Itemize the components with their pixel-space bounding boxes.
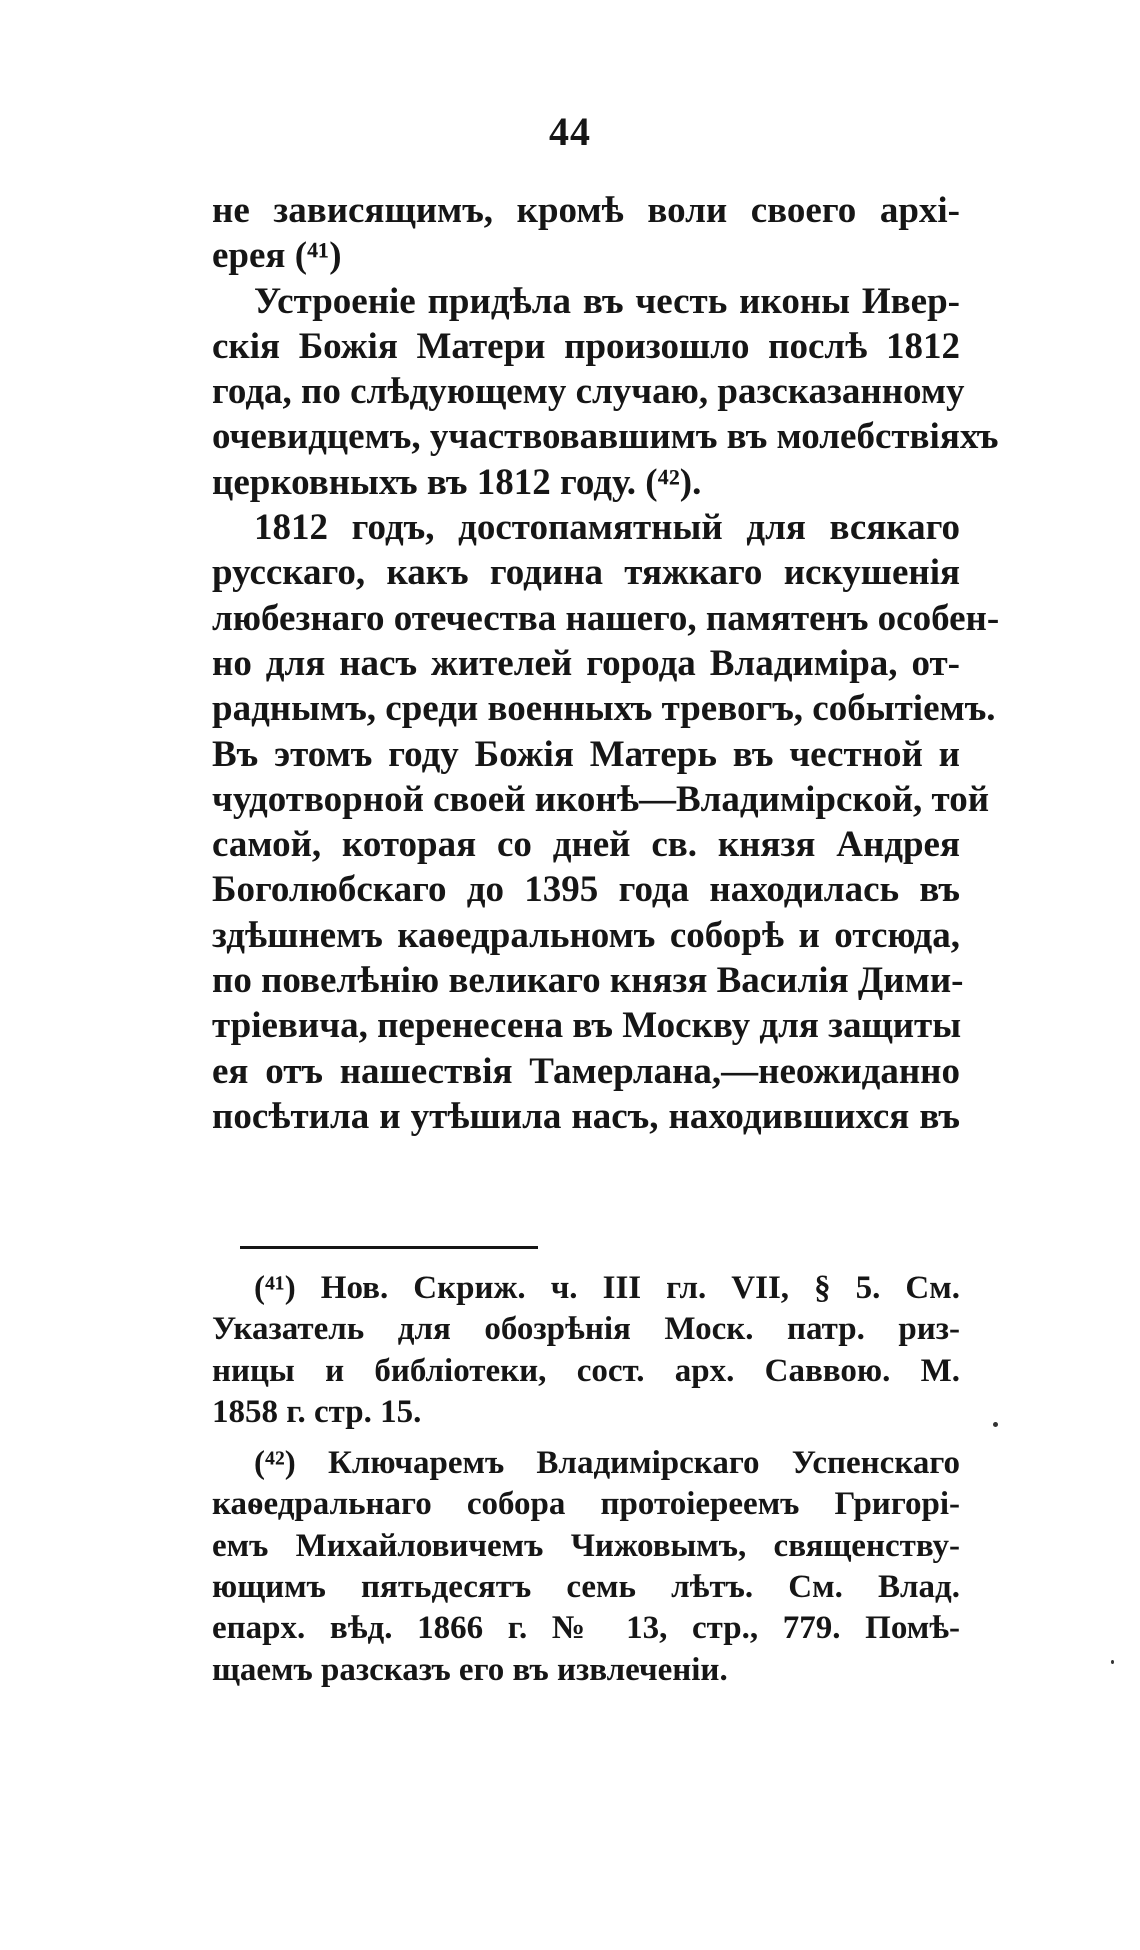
footnotes xyxy=(212,1268,960,1691)
text-line: тріевича, перенесена въ Москву для защиты xyxy=(212,1005,962,1047)
text-line: любезнаго отечества нашего, памятенъ особен- xyxy=(212,597,1000,639)
footnote-41 xyxy=(212,1268,960,1433)
text-line: церковныхъ въ 1812 году. (⁴²). xyxy=(212,461,702,503)
footnote-line: Указатель для обозрѣнія Моск. патр. риз- xyxy=(212,1311,960,1348)
text-line: скія Божія Матери произошло послѣ 1812 xyxy=(212,325,960,367)
text-line: не зависящимъ, кромѣ воли своего архі- xyxy=(212,190,960,231)
text-line: очевидцемъ, участвовавшимъ въ молебствіяхъ xyxy=(212,416,999,458)
text-line: раднымъ, среди военныхъ тревогъ, событіемъ. xyxy=(212,688,996,730)
footnote-line: ющимъ пятьдесятъ семь лѣтъ. См. Влад. xyxy=(212,1569,960,1606)
text-line: ерея (⁴¹) xyxy=(212,235,342,277)
ink-speck xyxy=(993,1422,998,1427)
text-line: посѣтила и утѣшила насъ, находившихся въ xyxy=(212,1095,960,1137)
footnote-line: каѳедральнаго собора протоіереемъ Григорі- xyxy=(212,1486,960,1523)
footnote-42 xyxy=(212,1443,960,1691)
main-text xyxy=(212,188,1000,1139)
text-line: чудотворной своей иконѣ—Владимірской, той xyxy=(212,778,990,820)
text-line: Боголюбскаго до 1395 года находилась въ xyxy=(212,869,960,911)
text-line: по повелѣнію великаго князя Василія Дими- xyxy=(212,960,964,1002)
text-line: Устроеніе придѣла въ честь иконы Ивер- xyxy=(254,280,960,322)
text-line: но для насъ жителей города Владиміра, от- xyxy=(212,642,960,684)
footnote-line: (⁴²) Ключаремъ Владимірскаго Успенскаго xyxy=(254,1445,960,1482)
text-line: здѣшнемъ каѳедральномъ соборѣ и отсюда, xyxy=(212,914,960,956)
footnote-line: (⁴¹) Нов. Скриж. ч. III гл. VII, § 5. См. xyxy=(254,1270,960,1306)
footnote-line: емъ Михайловичемъ Чижовымъ, священству- xyxy=(212,1527,960,1564)
footnote-line: щаемъ разсказъ его въ извлеченіи. xyxy=(212,1651,728,1688)
footnote-divider xyxy=(240,1246,538,1249)
text-line: Въ этомъ году Божія Матерь въ честной и xyxy=(212,733,960,775)
footnote-line: епарх. вѣд. 1866 г. № 13, стр., 779. Помѣ- xyxy=(212,1610,960,1647)
text-line: года, по слѣдующему случаю, разсказанному xyxy=(212,371,965,413)
footnote-line: 1858 г. стр. 15. xyxy=(212,1393,422,1430)
text-line: ея отъ нашествія Тамерлана,—неожиданно xyxy=(212,1050,960,1092)
page-number: 44 xyxy=(549,109,591,154)
ink-speck xyxy=(1111,1660,1114,1664)
footnote-line: ницы и библіотеки, сост. арх. Саввою. М. xyxy=(212,1352,960,1389)
text-line: самой, которая со дней св. князя Андрея xyxy=(212,824,960,866)
text-line: 1812 годъ, достопамятный для всякаго xyxy=(254,507,960,549)
text-line: русскаго, какъ година тяжкаго искушенія xyxy=(212,552,960,594)
